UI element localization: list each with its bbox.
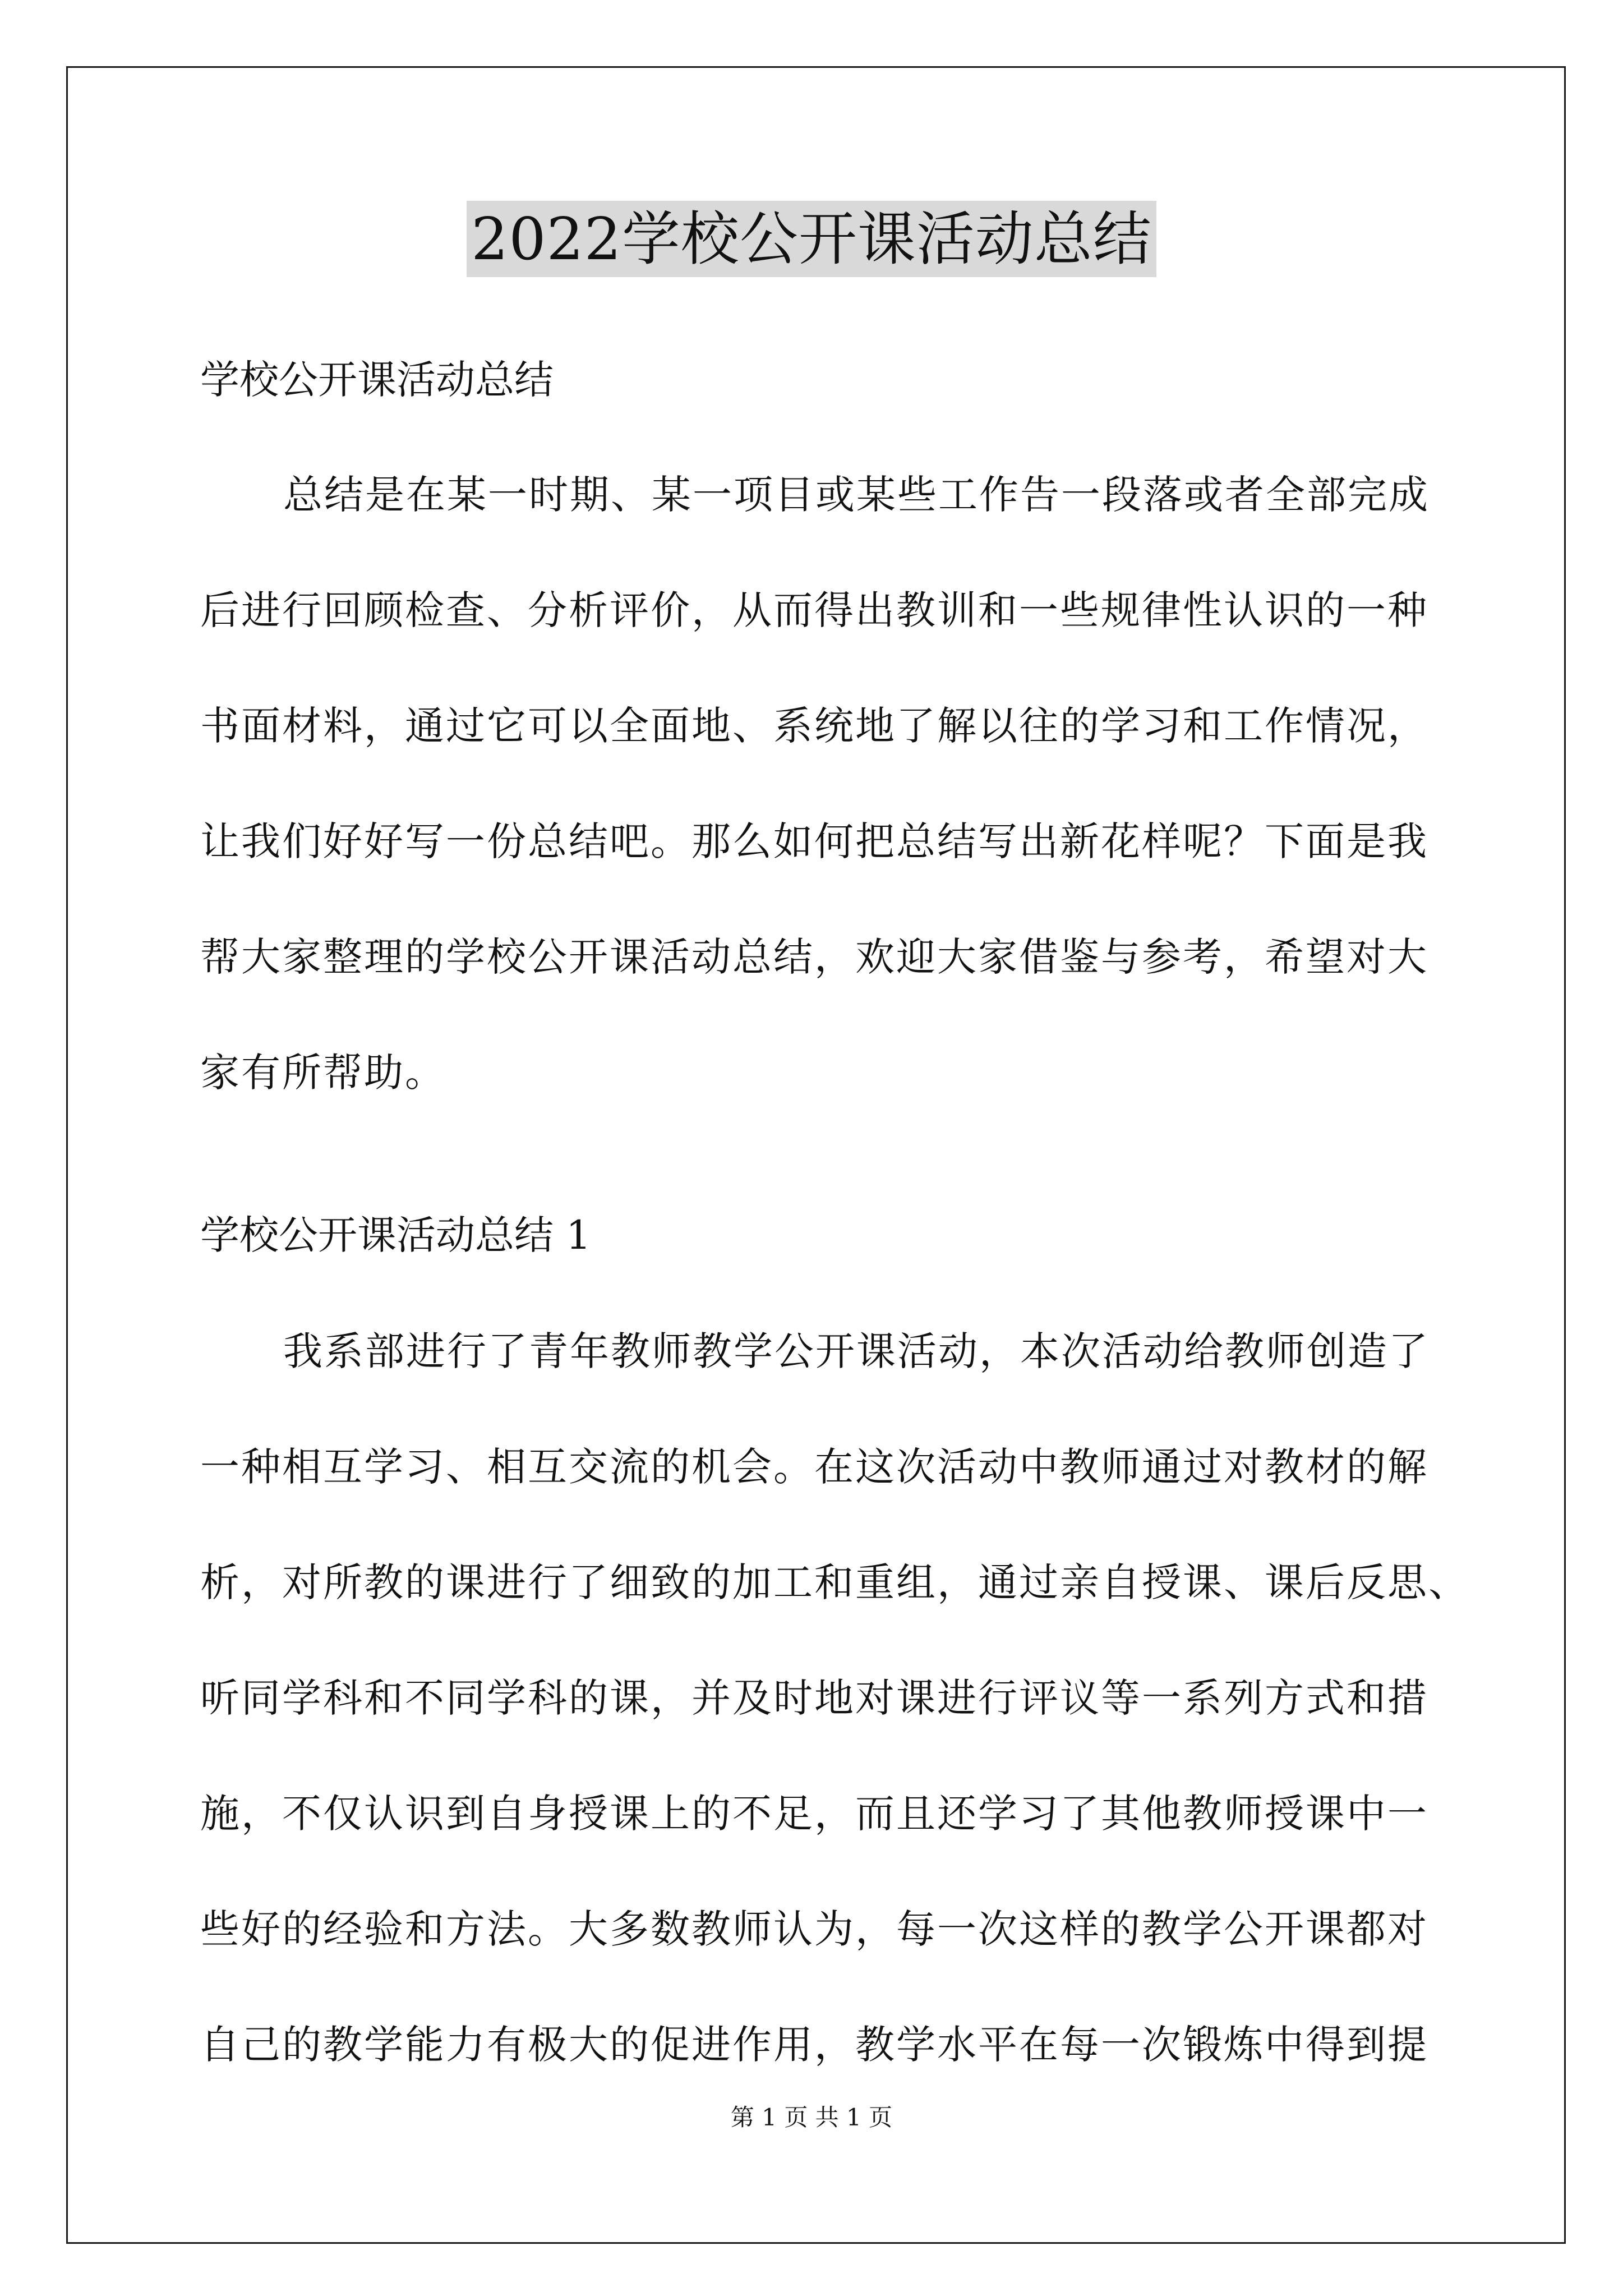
document-title: 2022学校公开课活动总结 [467, 201, 1156, 277]
section1-line: 些好的经验和方法。大多数教师认为，每一次这样的教学公开课都对 [200, 1906, 1428, 1952]
section1-heading: 学校公开课活动总结 1 [200, 1212, 591, 1258]
document-subtitle: 学校公开课活动总结 [200, 357, 554, 403]
section1-line: 析，对所教的课进行了细致的加工和重组，通过亲自授课、课后反思、 [200, 1559, 1469, 1605]
section1-line: 一种相互学习、相互交流的机会。在这次活动中教师通过对教材的解 [200, 1444, 1428, 1490]
intro-line: 让我们好好写一份总结吧。那么如何把总结写出新花样呢？下面是我 [200, 818, 1428, 864]
intro-line: 家有所帮助。 [200, 1050, 446, 1096]
section1-line: 自己的教学能力有极大的促进作用，教学水平在每一次锻炼中得到提 [200, 2022, 1428, 2068]
section1-line: 听同学科和不同学科的课，并及时地对课进行评议等一系列方式和措 [200, 1675, 1428, 1721]
intro-line: 后进行回顾检查、分析评价，从而得出教训和一些规律性认识的一种 [200, 587, 1428, 633]
intro-paragraph [200, 467, 1434, 1160]
section1-line: 施，不仅认识到自身授课上的不足，而且还学习了其他教师授课中一 [200, 1791, 1428, 1837]
section1-line: 我系部进行了青年教师教学公开课活动，本次活动给教师创造了 [283, 1328, 1430, 1374]
intro-line: 帮大家整理的学校公开课活动总结，欢迎大家借鉴与参考，希望对大 [200, 934, 1428, 980]
section1-paragraph [200, 1323, 1469, 2132]
title-wrap [0, 201, 1623, 277]
intro-line: 书面材料，通过它可以全面地、系统地了解以往的学习和工作情况， [200, 703, 1428, 749]
intro-line: 总结是在某一时期、某一项目或某些工作告一段落或者全部完成 [283, 472, 1430, 518]
page-footer: 第 1 页 共 1 页 [730, 2104, 893, 2131]
